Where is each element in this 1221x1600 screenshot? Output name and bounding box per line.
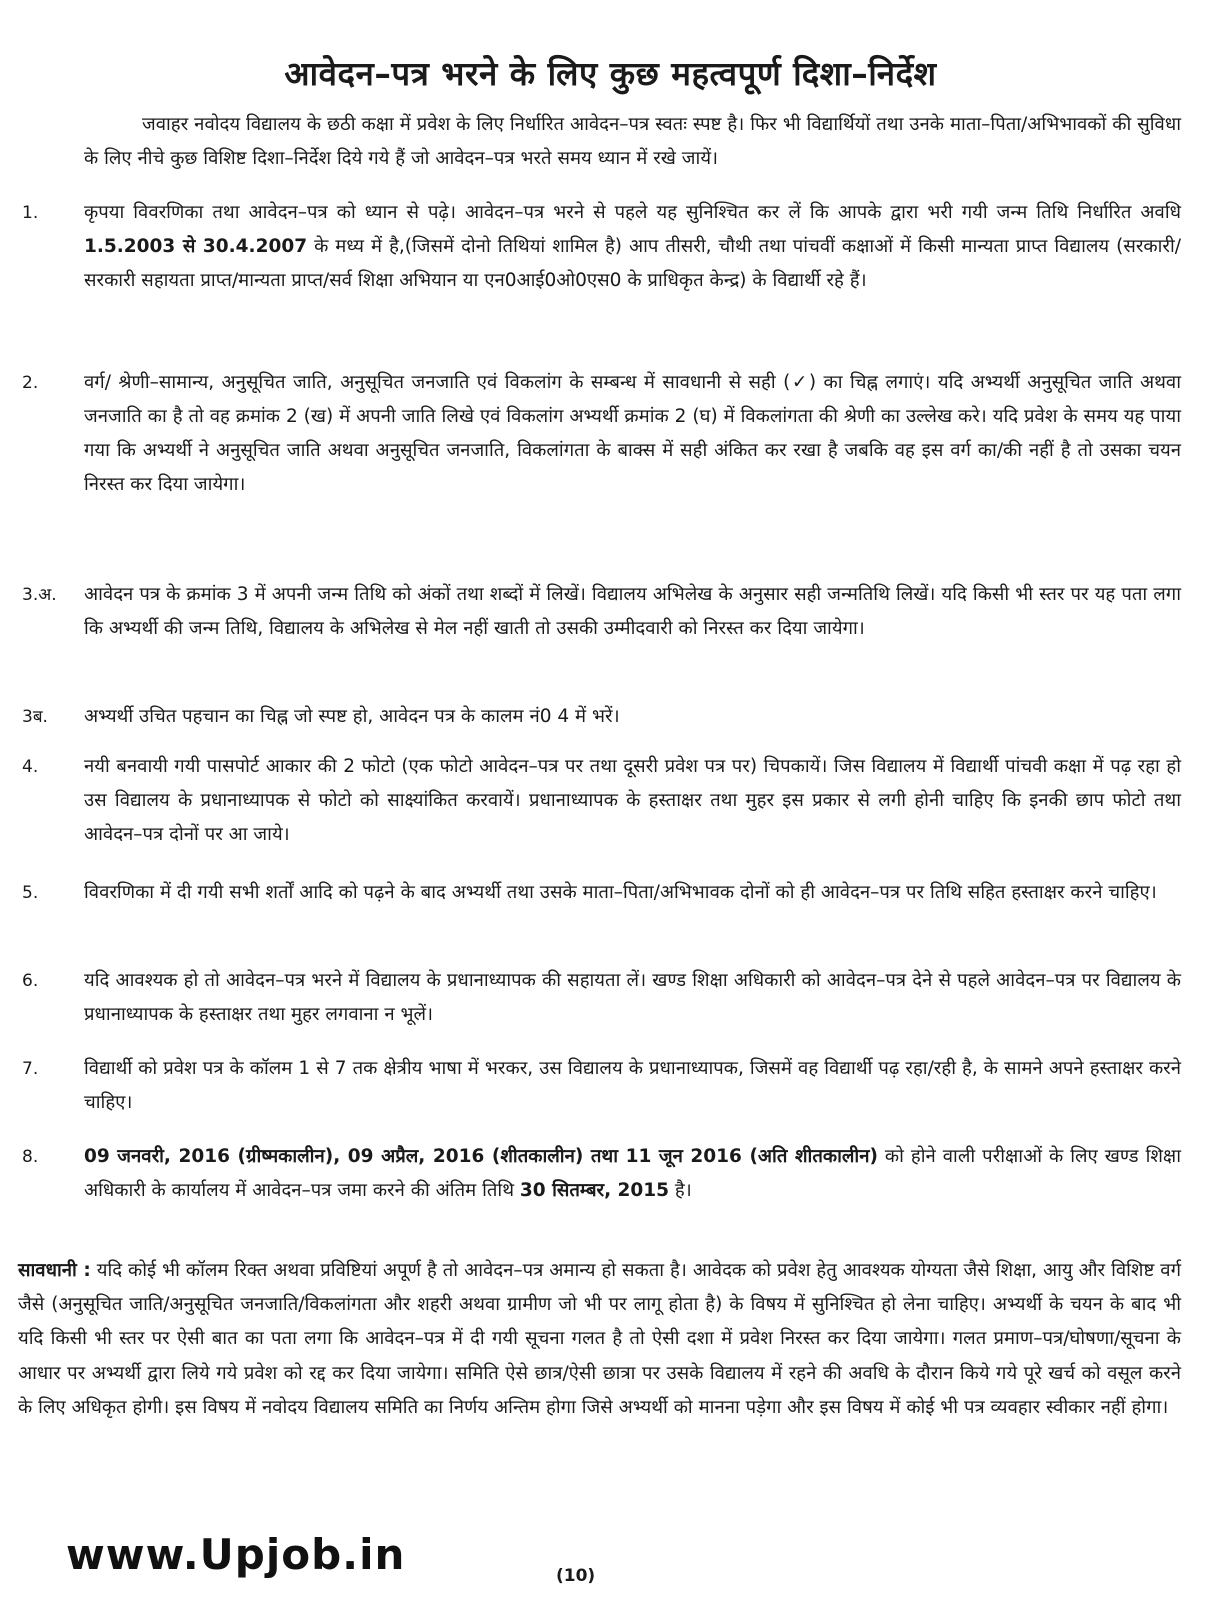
- item-number: 2.: [22, 373, 39, 393]
- instruction-item-3a: [0, 578, 1221, 646]
- item-number: 3ब.: [22, 707, 48, 727]
- item-text-part: कृपया विवरणिका तथा आवेदन–पत्र को ध्यान से पढ़े। आवेदन–पत्र भरने से पहले यह सुनिश्चित कर लें कि आपके द्वारा भरी गयी जन्म तिथि निर्धारित अवधि: [84, 202, 1181, 223]
- item-text: अभ्यर्थी उचित पहचान का चिह्न जो स्पष्ट हो, आवेदन पत्र के कालम नं0 4 में भरें।: [84, 706, 620, 727]
- intro-paragraph: जवाहर नवोदय विद्यालय के छठी कक्षा में प्रवेश के लिए निर्धारित आवेदन–पत्र स्वतः स्पष्ट है। फिर भी विद्यार्थियों तथा उनके माता–पिता/अभिभावकों की सुविधा के लिए नीचे कुछ विशिष्ट दिशा–निर्देश दिये गये हैं जो आवेदन–पत्र भरते समय ध्यान में रखे जायें।: [84, 114, 1181, 169]
- instruction-item-4: [0, 750, 1221, 852]
- page-title: आवेदन–पत्र भरने के लिए कुछ महत्वपूर्ण दिशा–निर्देश: [284, 54, 937, 93]
- exam-dates: 09 जनवरी, 2016 (ग्रीष्मकालीन), 09 अप्रैल, 2016 (शीतकालीन) तथा 11 जून 2016 (अति शीतकालीन): [84, 1146, 878, 1167]
- birth-date-range: 1.5.2003 से 30.4.2007: [84, 236, 308, 257]
- item-number: 8.: [22, 1147, 39, 1167]
- instruction-item-7: [0, 1052, 1221, 1120]
- item-text: विवरणिका में दी गयी सभी शर्तों आदि को पढ़ने के बाद अभ्यर्थी तथा उसके माता–पिता/अभिभावक दोनों को ही आवेदन–पत्र पर तिथि सहित हस्ताक्षर करने चाहिए।: [84, 882, 1157, 903]
- item-text: वर्ग/ श्रेणी–सामान्य, अनुसूचित जाति, अनुसूचित जनजाति एवं विकलांग के सम्बन्ध में सावधानी से सही (✓) का चिह्न लगाएं। यदि अभ्यर्थी अनुसूचित जाति अथवा जनजाति का है तो वह क्रमांक 2 (ख) में अपनी जाति लिखे एवं विकलांग अभ्यर्थी क्रमांक 2 (घ) में विकलांगता की श्रेणी का उल्लेख करे। यदि प्रवेश के समय यह पाया गया कि अभ्यर्थी ने अनुसूचित जाति अथवा अनुसूचित जनजाति, विकलांगता के बाक्स में सही अंकित कर रखा है जबकि वह इस वर्ग का/की नहीं है तो उसका चयन निरस्त कर दिया जायेगा।: [84, 372, 1181, 495]
- instruction-item-3b: [0, 700, 1221, 734]
- item-number: 5.: [22, 883, 39, 903]
- item-number: 4.: [22, 757, 39, 777]
- item-text: यदि आवश्यक हो तो आवेदन–पत्र भरने में विद्यालय के प्रधानाध्यापक की सहायता लें। खण्ड शिक्षा अधिकारी को आवेदन–पत्र देने से पहले आवेदन–पत्र पर विद्यालय के प्रधानाध्यापक के हस्ताक्षर तथा मुहर लगवाना न भूलें।: [84, 970, 1181, 1025]
- item-number: 6.: [22, 971, 39, 991]
- instruction-item-1: [0, 196, 1221, 298]
- caution-paragraph: [18, 1254, 1181, 1425]
- item-text-part: के मध्य में है,(जिसमें दोनो तिथियां शामिल है) आप तीसरी, चौथी तथा पांचवीं कक्षाओं में किसी मान्यता प्राप्त विद्यालय (सरकारी/सरकारी सहायता प्राप्त/मान्यता प्राप्त/सर्व शिक्षा अभियान या एन0आई0ओ0एस0 के प्राधिकृत केन्द्र) के विद्यार्थी रहे हैं।: [84, 236, 1182, 291]
- last-date: 30 सितम्बर, 2015: [519, 1180, 670, 1201]
- item-number: 1.: [22, 203, 39, 223]
- caution-text: यदि कोई भी कॉलम रिक्त अथवा प्रविष्टियां अपूर्ण है तो आवेदन–पत्र अमान्य हो सकता है। आवेदक को प्रवेश हेतु आवश्यक योग्यता जैसे शिक्षा, आयु और विशिष्ट वर्ग जैसे (अनुसूचित जाति/अनुसूचित जनजाति/विकलांगता और शहरी अथवा ग्रामीण जो भी पर लागू होता है) के विषय में सुनिश्चित हो लेना चाहिए। अभ्यर्थी के चयन के बाद भी यदि किसी भी स्तर पर ऐसी बात का पता लगा कि आवेदन–पत्र में दी गयी सूचना गलत है तो ऐसी दशा में प्रवेश निरस्त कर दिया जायेगा। गलत प्रमाण–पत्र/घोषणा/सूचना के आधार पर अभ्यर्थी द्वारा लिये गये प्रवेश को रद्द कर दिया जायेगा। समिति ऐसे छात्र/ऐसी छात्रा पर उसके विद्यालय में रहने की अवधि के दौरान किये गये पूरे खर्च को वसूल करने के लिए अधिकृत होगी। इस विषय में नवोदय विद्यालय समिति का निर्णय अन्तिम होगा जिसे अभ्यर्थी को मानना पड़ेगा और इस विषय में कोई भी पत्र व्यवहार स्वीकार नहीं होगा।: [18, 1260, 1181, 1418]
- item-number: 7.: [22, 1059, 39, 1079]
- item-text: आवेदन पत्र के क्रमांक 3 में अपनी जन्म तिथि को अंकों तथा शब्दों में लिखें। विद्यालय अभिलेख के अनुसार सही जन्मतिथि लिखें। यदि किसी भी स्तर पर यह पता लगा कि अभ्यर्थी की जन्म तिथि, विद्यालय के अभिलेख से मेल नहीं खाती तो उसकी उम्मीदवारी को निरस्त कर दिया जायेगा।: [84, 584, 1181, 639]
- instruction-item-6: [0, 964, 1221, 1032]
- item-text-part: है।: [669, 1180, 692, 1201]
- instruction-item-2: [0, 366, 1221, 502]
- instruction-item-8: [0, 1140, 1221, 1208]
- item-text: नयी बनवायी गयी पासपोर्ट आकार की 2 फोटो (एक फोटो आवेदन–पत्र पर तथा दूसरी प्रवेश पत्र पर) चिपकायें। जिस विद्यालय में विद्यार्थी पांचवी कक्षा में पढ़ रहा हो उस विद्यालय के प्रधानाध्यापक से फोटो को साक्ष्यांकित करवायें। प्रधानाध्यापक के हस्ताक्षर तथा मुहर इस प्रकार से लगी होनी चाहिए कि इनकी छाप फोटो तथा आवेदन–पत्र दोनों पर आ जाये।: [84, 756, 1181, 845]
- page-number: (10): [556, 1566, 596, 1586]
- item-text: [84, 196, 1181, 298]
- instruction-item-5: [0, 876, 1221, 910]
- item-text: [84, 1140, 1181, 1208]
- website-watermark: www.Upjob.in: [66, 1530, 406, 1579]
- item-text: विद्यार्थी को प्रवेश पत्र के कॉलम 1 से 7 तक क्षेत्रीय भाषा में भरकर, उस विद्यालय के प्रधानाध्यापक, जिसमें वह विद्यार्थी पढ़ रहा/रही है, के सामने अपने हस्ताक्षर करने चाहिए।: [84, 1058, 1181, 1113]
- caution-label: सावधानी :: [18, 1260, 91, 1281]
- item-text-part: को होने वाली परीक्षाओं के लिए खण्ड शिक्षा अधिकारी के कार्यालय में आवेदन–पत्र जमा करने की अंतिम तिथि: [84, 1146, 1181, 1201]
- item-number: 3.अ.: [22, 585, 57, 605]
